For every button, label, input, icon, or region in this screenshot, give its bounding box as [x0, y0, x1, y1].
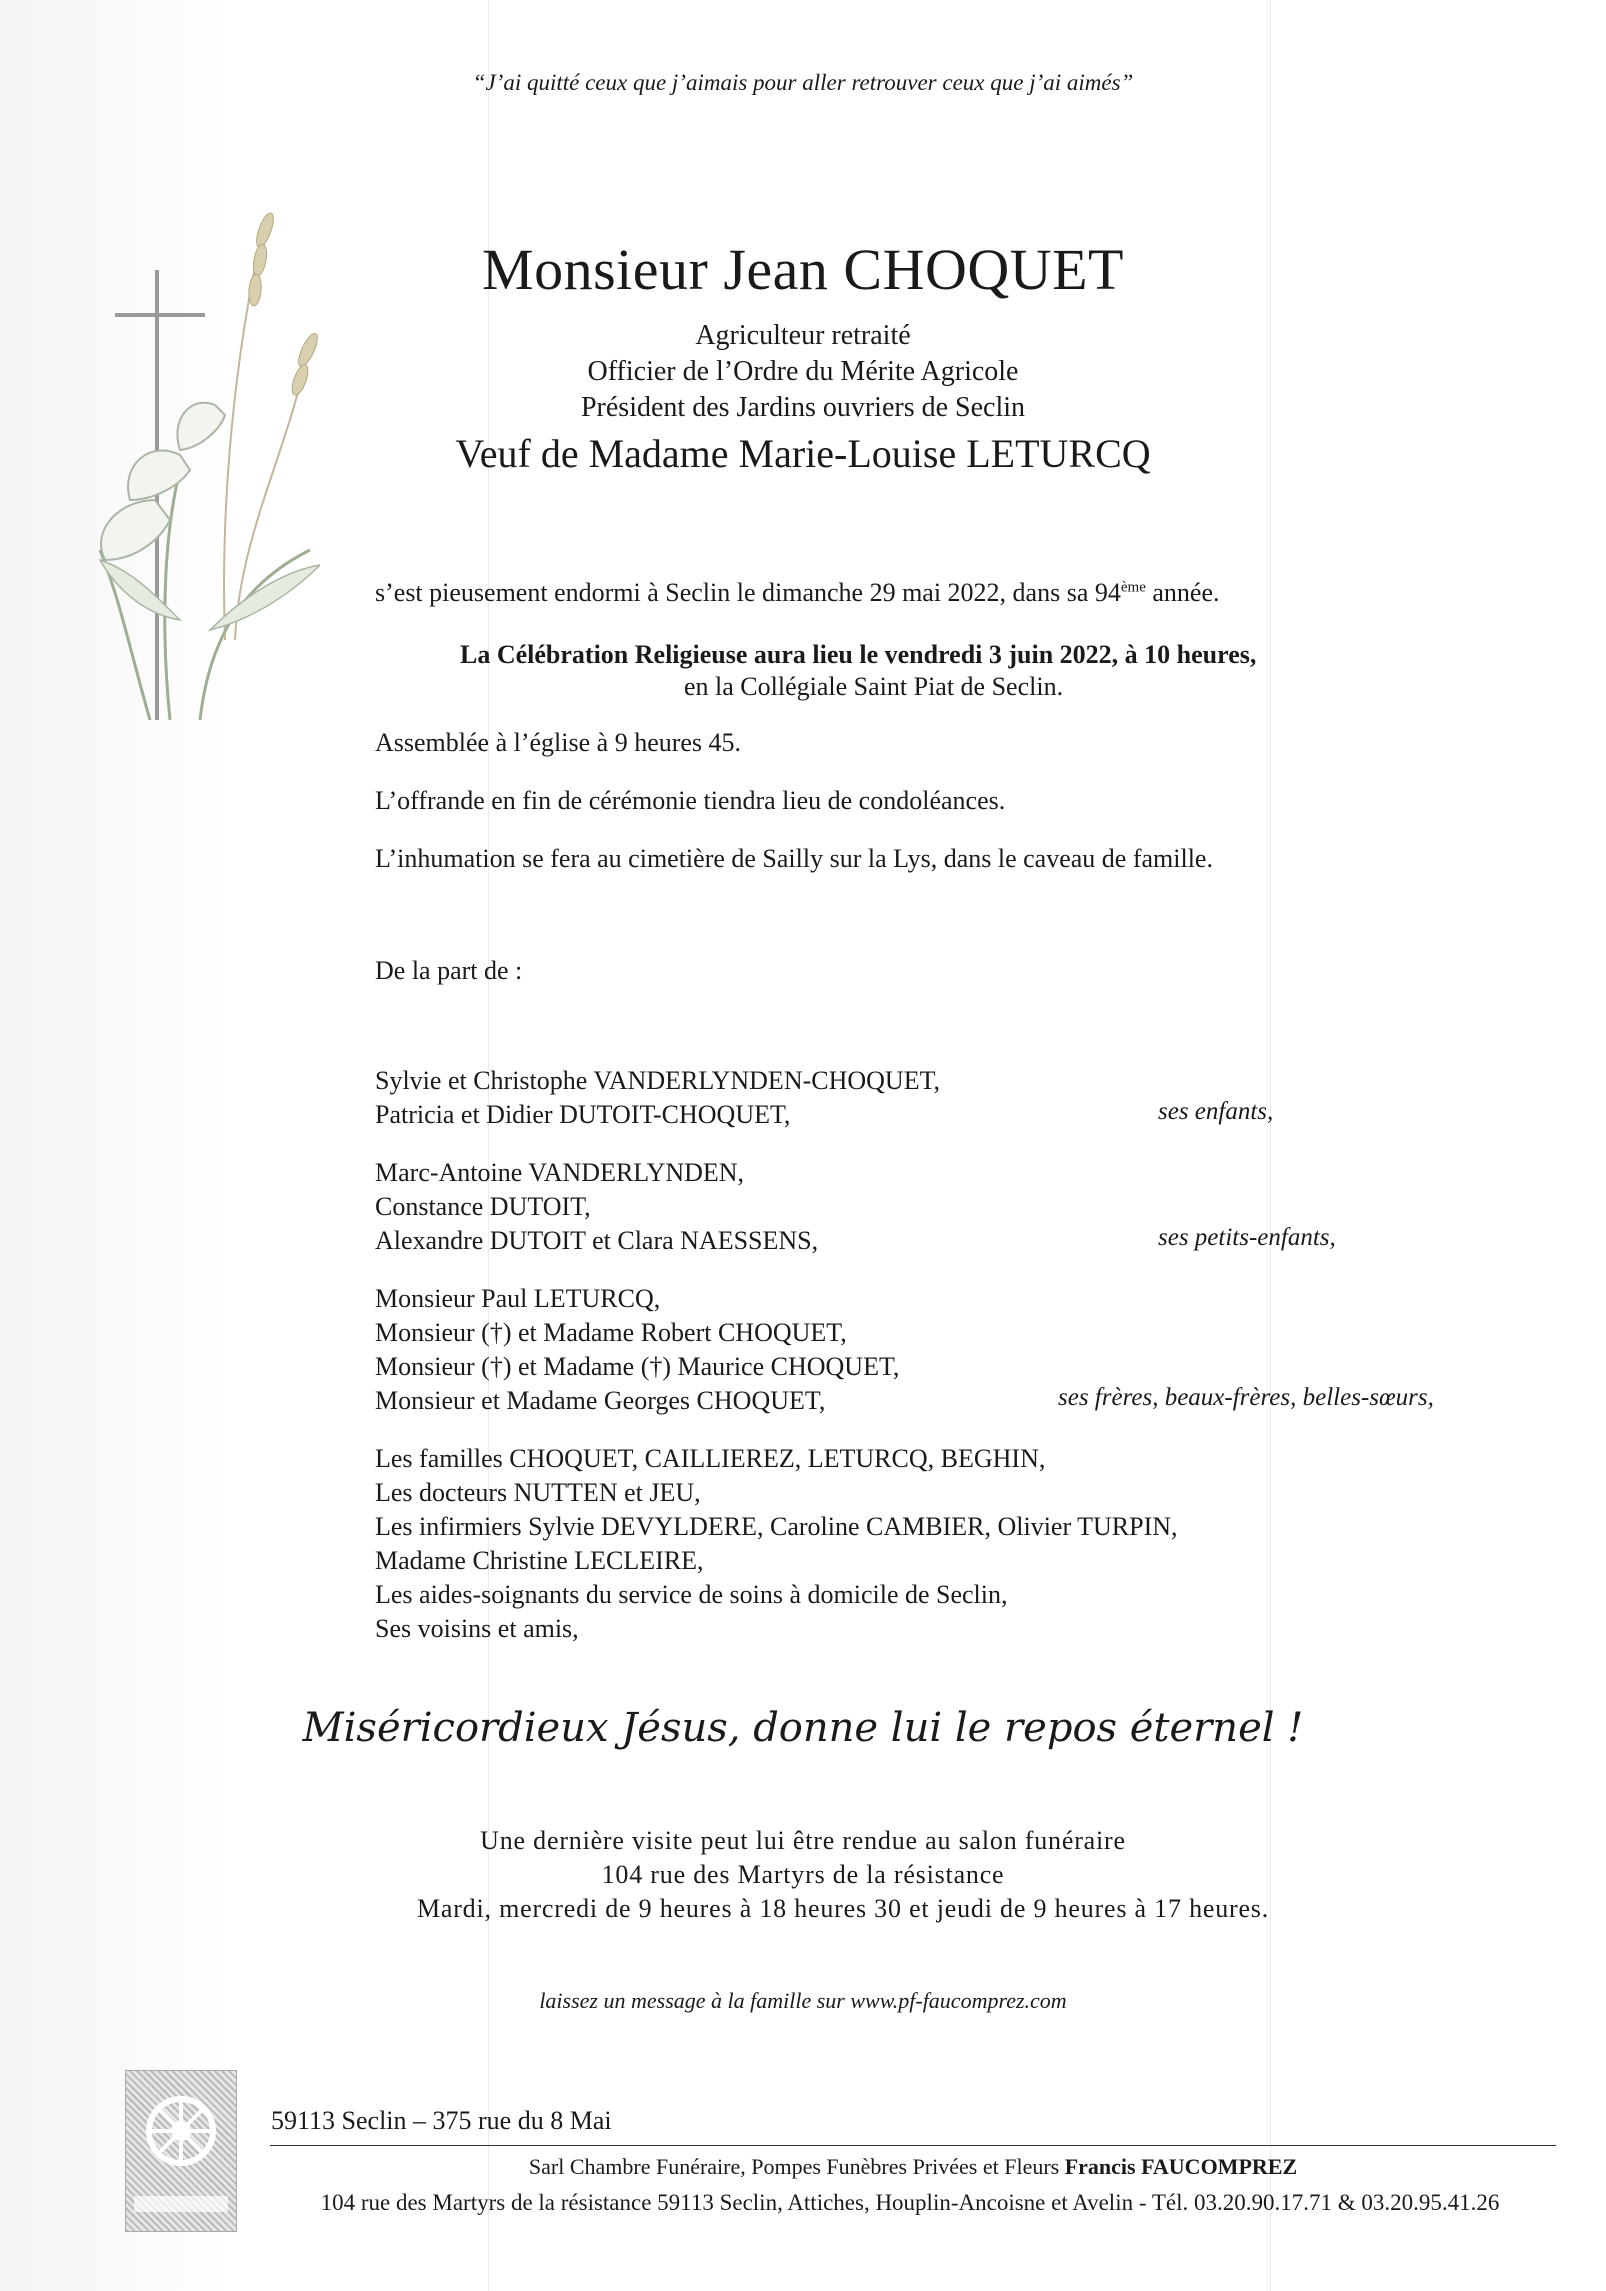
family-entry: Monsieur et Madame Georges CHOQUET,	[375, 1386, 826, 1415]
death-notice	[375, 578, 1219, 608]
ceremony-line-2: en la Collégiale Saint Piat de Seclin.	[684, 672, 1064, 701]
family-entry: Monsieur Paul LETURCQ,	[375, 1284, 661, 1313]
ordinal-suffix: ème	[1120, 579, 1146, 596]
title-line: Agriculteur retraité	[695, 320, 911, 351]
footer-divider	[270, 2145, 1556, 2146]
family-group-others	[375, 1442, 1178, 1646]
footer-company-name: Francis FAUCOMPREZ	[1064, 2154, 1298, 2179]
family-entry: Ses voisins et amis,	[375, 1614, 579, 1643]
death-text: s’est pieusement endormi à Seclin le dimanche 29 mai 2022, dans sa 94	[375, 578, 1121, 607]
family-entry: Marc-Antoine VANDERLYNDEN,	[375, 1158, 745, 1187]
family-entry: Constance DUTOIT,	[375, 1192, 591, 1221]
family-entry: Monsieur (†) et Madame Robert CHOQUET,	[375, 1318, 847, 1347]
family-group-siblings	[375, 1282, 899, 1418]
deceased-name: Monsieur Jean CHOQUET	[482, 237, 1124, 302]
prayer-script: Miséricordieux Jésus, donne lui le repos éternel !	[302, 1705, 1304, 1751]
death-text-end: année.	[1145, 578, 1220, 607]
funeral-logo-icon	[125, 2070, 237, 2232]
family-entry: Monsieur (†) et Madame (†) Maurice CHOQUET,	[375, 1352, 900, 1381]
ceremony-line-1: La Célébration Religieuse aura lieu le vendredi 3 juin 2022, à 10 heures,	[460, 640, 1257, 669]
family-group-children	[375, 1064, 940, 1132]
title-line: Officier de l’Ordre du Mérite Agricole	[587, 356, 1019, 387]
title-line: Président des Jardins ouvriers de Seclin	[580, 392, 1026, 423]
widow-line: Veuf de Madame Marie-Louise LETURCQ	[455, 431, 1151, 476]
family-entry: Les aides-soignants du service de soins à domicile de Seclin,	[375, 1580, 1008, 1609]
family-entry: Sylvie et Christophe VANDERLYNDEN-CHOQUET,	[375, 1066, 941, 1095]
assembly-line: Assemblée à l’église à 9 heures 45.	[375, 728, 742, 757]
family-entry: Les docteurs NUTTEN et JEU,	[375, 1478, 701, 1507]
footer-company-desc: Sarl Chambre Funéraire, Pompes Funèbres Privées et Fleurs	[528, 2154, 1065, 2179]
footer-address-phones: 104 rue des Martyrs de la résistance 59113 Seclin, Attiches, Houplin-Ancoisne et Avelin - Tél. 03.20.90.17.71 & 03.20.95.41.26	[320, 2190, 1500, 2215]
relation-label: ses frères, beaux-frères, belles-sœurs,	[1058, 1384, 1434, 1411]
relation-label: ses enfants,	[1158, 1098, 1274, 1125]
message-link[interactable]: laissez un message à la famille sur www.pf-faucomprez.com	[539, 1988, 1067, 2013]
burial-line: L’inhumation se fera au cimetière de Sailly sur la Lys, dans le caveau de famille.	[375, 844, 1213, 873]
family-entry: Les familles CHOQUET, CAILLIEREZ, LETURCQ, BEGHIN,	[375, 1444, 1046, 1473]
family-entry: Madame Christine LECLEIRE,	[375, 1546, 704, 1575]
family-entry: Alexandre DUTOIT et Clara NAESSENS,	[375, 1226, 819, 1255]
footer-address: 59113 Seclin – 375 rue du 8 Mai	[271, 2106, 612, 2135]
family-entry: Patricia et Didier DUTOIT-CHOQUET,	[375, 1100, 791, 1129]
from-label: De la part de :	[375, 956, 523, 985]
visit-line: Mardi, mercredi de 9 heures à 18 heures 30 et jeudi de 9 heures à 17 heures.	[416, 1894, 1270, 1923]
relation-label: ses petits-enfants,	[1158, 1224, 1336, 1251]
visit-line: 104 rue des Martyrs de la résistance	[601, 1860, 1005, 1889]
family-entry: Les infirmiers Sylvie DEVYLDERE, Caroline CAMBIER, Olivier TURPIN,	[375, 1512, 1178, 1541]
footer-company	[270, 2154, 1556, 2180]
quote: “J’ai quitté ceux que j’aimais pour aller retrouver ceux que j’ai aimés”	[472, 70, 1134, 95]
offering-line: L’offrande en fin de cérémonie tiendra lieu de condoléances.	[375, 786, 1006, 815]
visit-line: Une dernière visite peut lui être rendue au salon funéraire	[480, 1826, 1126, 1855]
family-group-grandchildren	[375, 1156, 818, 1258]
